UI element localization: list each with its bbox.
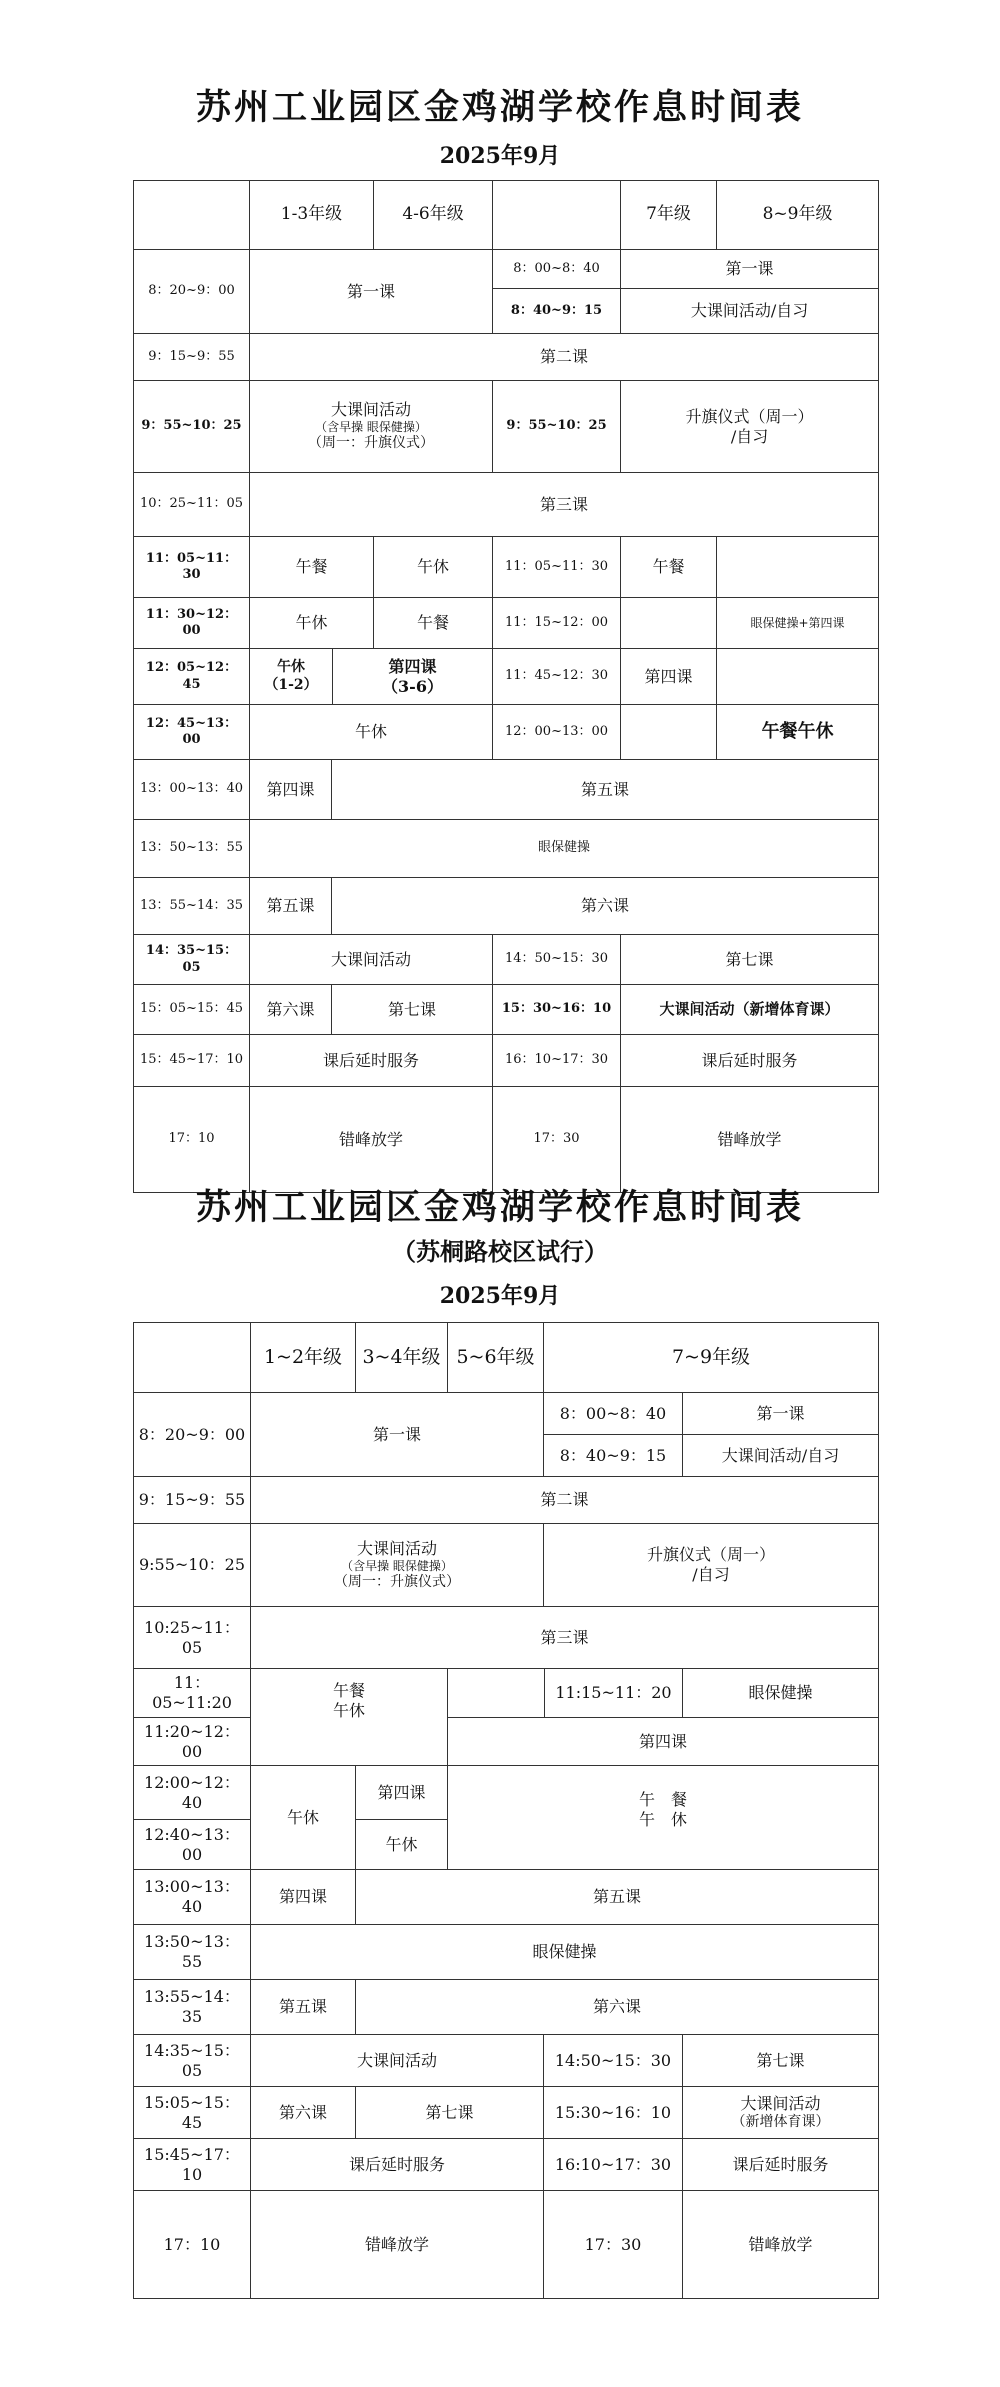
- time-cell: 8：20~9：00: [134, 250, 250, 334]
- activity-grade-4-6: 第七课: [332, 985, 493, 1035]
- activity-cell-rest: 第五课: [356, 1870, 879, 1925]
- activity-line: （含早操 眼保健操）: [315, 420, 427, 435]
- time-cell-7: 8：40~9：15: [544, 1435, 683, 1477]
- header-grade-3-4: 3~4年级: [356, 1323, 448, 1393]
- time-cell: 13：55~14：35: [134, 878, 250, 935]
- time-cell: 15:05~15：45: [134, 2087, 251, 2139]
- activity-cell-all: 第二课: [251, 1477, 879, 1524]
- time-cell: 13：00~13：40: [134, 760, 250, 820]
- activity-grade-1-2: 第四课: [251, 1870, 356, 1925]
- activity-cell-7-9: 错峰放学: [683, 2191, 879, 2299]
- activity-grade-1-2: 第六课: [251, 2087, 356, 2139]
- doc2-subtitle: （苏桐路校区试行）: [392, 1237, 608, 1266]
- table-row: [134, 760, 879, 820]
- time-cell: 12:00~12：40: [134, 1766, 251, 1820]
- activity-line: （周一：升旗仪式）: [334, 1573, 460, 1590]
- activity-cell-1-6: 课后延时服务: [251, 2139, 544, 2191]
- activity-line: /自习: [730, 426, 769, 446]
- table-row: [134, 705, 879, 760]
- time-cell: 9：55~10：25: [134, 381, 250, 473]
- activity-line: 大课间活动: [356, 1538, 437, 1558]
- time-cell: 13:50~13：55: [134, 1925, 251, 1980]
- activity-grade-1-3: 第五课: [250, 878, 332, 935]
- table-row: [134, 1766, 879, 1820]
- activity-line: 大课间活动: [331, 400, 412, 420]
- activity-cell-all: 眼保健操: [251, 1925, 879, 1980]
- time-cell-7: 9：55~10：25: [493, 381, 621, 473]
- activity-grade-7: 第四课: [621, 649, 717, 705]
- time-cell: 13:55~14：35: [134, 1980, 251, 2035]
- time-cell-7: 8：40~9：15: [493, 289, 621, 334]
- time-cell-7: 16:10~17：30: [544, 2139, 683, 2191]
- activity-grade-8-9: [717, 649, 879, 705]
- table-row: [134, 878, 879, 935]
- time-cell-7: 11:15~11：20: [555, 1683, 672, 1702]
- activity-line: 午 餐: [639, 1790, 688, 1809]
- time-cell-7: 15:30~16：10: [544, 2087, 683, 2139]
- activity-line: （含早操 眼保健操）: [341, 1558, 453, 1573]
- time-cell: 13:00~13：40: [134, 1870, 251, 1925]
- schedule-table-main-campus-body: [133, 180, 879, 1193]
- time-cell: 10:25~11：05: [134, 1607, 251, 1669]
- corner-cell: [134, 181, 250, 250]
- table-row: [134, 1718, 879, 1766]
- table-row: [134, 181, 879, 250]
- time-cell: 9：15~9：55: [134, 334, 250, 381]
- table-row: [134, 935, 879, 985]
- activity-cell-7-9: 课后延时服务: [621, 1035, 879, 1087]
- activity-cell-all: 第三课: [250, 473, 879, 537]
- activity-cell-5-9: [448, 1766, 879, 1870]
- table-row: [134, 1980, 879, 2035]
- activity-grade-7: 午餐: [621, 537, 717, 598]
- activity-cell-7-9: 第一课: [683, 1393, 879, 1435]
- table-row: [134, 820, 879, 878]
- table-row: [134, 473, 879, 537]
- table-row: [134, 649, 879, 705]
- activity-cell-1-6: [250, 537, 493, 598]
- activity-cell-7-9: [544, 1524, 879, 1607]
- activity-cell-1-6: [251, 1524, 544, 1607]
- schedule-table-sutong-campus: [133, 1322, 879, 2299]
- activity-grade-1-3: 第四课: [250, 760, 332, 820]
- header-blank: [493, 181, 621, 250]
- activity-cell-rest: 第五课: [332, 760, 879, 820]
- table-row: [134, 1870, 879, 1925]
- activity-grade-1-2: 午休: [251, 1766, 356, 1870]
- activity-grade-3-4: 第四课: [356, 1766, 448, 1820]
- activity-cell-3-6: 第七课: [356, 2087, 544, 2139]
- table-row: [134, 1669, 879, 1718]
- header-grade-7: 7年级: [621, 181, 717, 250]
- activity-cell-1-6: 课后延时服务: [250, 1035, 493, 1087]
- activity-cell-5-6-and-time: [448, 1669, 683, 1718]
- activity-cell-all: 第三课: [251, 1607, 879, 1669]
- time-cell: 15:45~17：10: [134, 2139, 251, 2191]
- table-row: [134, 598, 879, 649]
- time-cell-7: 12：00~13：00: [493, 705, 621, 760]
- time-cell: 14：35~15：05: [134, 935, 250, 985]
- time-cell: 13：50~13：55: [134, 820, 250, 878]
- time-cell-7: 17：30: [544, 2191, 683, 2299]
- table-row: [134, 1925, 879, 1980]
- table-row: [134, 2087, 879, 2139]
- table-row: [134, 250, 879, 289]
- activity-cell-1-6: 错峰放学: [250, 1087, 493, 1193]
- activity-grade-1-3: 午休: [250, 598, 374, 648]
- activity-grade-5-6: [448, 1669, 545, 1717]
- table-row: [134, 334, 879, 381]
- table-row: [134, 1035, 879, 1087]
- corner-cell: [134, 1323, 251, 1393]
- time-cell-7: 15：30~16：10: [493, 985, 621, 1035]
- header-grades-1-6: [250, 181, 493, 250]
- table-row: [134, 1477, 879, 1524]
- activity-cell-rest: 第六课: [356, 1980, 879, 2035]
- activity-line: 午休: [277, 659, 305, 675]
- activity-line: 午休: [332, 1701, 365, 1720]
- activity-cell-7-9: [683, 2087, 879, 2139]
- table-row: [134, 1524, 879, 1607]
- time-cell: 9：15~9：55: [134, 1477, 251, 1524]
- activity-cell-7-9: 课后延时服务: [683, 2139, 879, 2191]
- header-grade-1-3: 1-3年级: [250, 181, 374, 249]
- time-cell: 15：45~17：10: [134, 1035, 250, 1087]
- activity-line: 午餐: [332, 1681, 365, 1700]
- activity-grade-8-9: 眼保健操+第四课: [717, 598, 879, 649]
- time-cell: 11：30~12：00: [134, 598, 250, 649]
- time-cell: 8：20~9：00: [134, 1393, 251, 1477]
- table-row: [134, 1607, 879, 1669]
- activity-cell-7-9: [621, 381, 879, 473]
- table-row: [134, 985, 879, 1035]
- activity-cell-1-4: [251, 1669, 448, 1766]
- activity-grade-1-3: 第六课: [250, 985, 332, 1035]
- activity-line: （3-6）: [382, 676, 443, 696]
- table-row: [134, 1087, 879, 1193]
- time-cell-7: 14:50~15：30: [544, 2035, 683, 2087]
- activity-cell-7-9: 第一课: [621, 250, 879, 289]
- time-cell-7: 8：00~8：40: [544, 1393, 683, 1435]
- activity-line: 大课间活动: [740, 2093, 821, 2113]
- activity-cell-1-6: 午休: [250, 705, 493, 760]
- doc1-title: 苏州工业园区金鸡湖学校作息时间表: [195, 87, 804, 128]
- activity-grade-4-6: 午餐: [417, 613, 450, 632]
- time-cell-7: 11：05~11：30: [493, 537, 621, 598]
- time-cell: 9:55~10：25: [134, 1524, 251, 1607]
- activity-line: （新增体育课）: [731, 2113, 830, 2130]
- table-row: [134, 537, 879, 598]
- activity-grade-1-2: [250, 649, 333, 704]
- time-cell: 11:20~12：00: [134, 1718, 251, 1766]
- time-cell: 10：25~11：05: [134, 473, 250, 537]
- table-row: [134, 2191, 879, 2299]
- time-cell-7: 11：45~12：30: [493, 649, 621, 705]
- table-row: [134, 2035, 879, 2087]
- table-row: [134, 1393, 879, 1435]
- activity-grade-1-2: 第五课: [251, 1980, 356, 2035]
- activity-cell: 第一课: [250, 250, 493, 334]
- activity-line: 升旗仪式（周一）: [647, 1545, 776, 1564]
- activity-cell-1-6: 大课间活动: [250, 935, 493, 985]
- activity-cell-all: 眼保健操: [250, 820, 879, 878]
- table-row: [134, 381, 879, 473]
- time-cell: 17：10: [134, 2191, 251, 2299]
- time-cell: 12：45~13：00: [134, 705, 250, 760]
- activity-cell-7-9: 大课间活动/自习: [683, 1435, 879, 1477]
- activity-cell-7-9: 第七课: [683, 2035, 879, 2087]
- activity-grade-7: [621, 705, 717, 760]
- activity-grade-3-6: [333, 649, 492, 704]
- activity-line: （周一：升旗仪式）: [308, 435, 434, 452]
- activity-cell-7-9: 眼保健操: [683, 1669, 879, 1718]
- time-cell: 11：05~11：30: [134, 537, 250, 598]
- time-cell-7: 11：15~12：00: [493, 598, 621, 649]
- time-cell: 15：05~15：45: [134, 985, 250, 1035]
- time-cell: 17：10: [134, 1087, 250, 1193]
- header-grade-4-6: 4-6年级: [402, 204, 464, 225]
- activity-cell-7-9: 第七课: [621, 935, 879, 985]
- activity-line: （1-2）: [264, 676, 318, 693]
- activity-cell-rest: 第六课: [332, 878, 879, 935]
- activity-grade-7: [621, 598, 717, 649]
- time-cell: 12:40~13：00: [134, 1820, 251, 1870]
- time-cell: 11：05~11:20: [134, 1669, 251, 1718]
- activity-cell-1-6: 错峰放学: [251, 2191, 544, 2299]
- header-grade-5-6: 5~6年级: [448, 1323, 544, 1393]
- doc1-date: 2025年9月: [439, 143, 561, 169]
- activity-cell-1-6: 第一课: [251, 1393, 544, 1477]
- activity-line: 升旗仪式（周一）: [685, 406, 814, 426]
- time-cell-7: 14：50~15：30: [493, 935, 621, 985]
- activity-cell-rest: 第四课: [448, 1718, 879, 1766]
- activity-grade-8-9: 午餐午休: [717, 705, 879, 760]
- activity-grade-4-6: 午休: [417, 557, 450, 576]
- header-grade-1-2: 1~2年级: [251, 1323, 356, 1393]
- time-cell: 14:35~15：05: [134, 2035, 251, 2087]
- time-cell-7: 8：00~8：40: [493, 250, 621, 289]
- activity-cell-1-6: 大课间活动: [251, 2035, 544, 2087]
- header-grade-7-9: 7~9年级: [544, 1323, 879, 1393]
- activity-line: /自习: [692, 1565, 730, 1584]
- time-cell-7: 17：30: [493, 1087, 621, 1193]
- table-row: [134, 2139, 879, 2191]
- activity-cell-1-6: [250, 649, 493, 705]
- activity-cell-1-6: [250, 598, 493, 649]
- activity-grade-8-9: [717, 537, 879, 598]
- doc2-date: 2025年9月: [439, 1283, 561, 1309]
- activity-cell-7-9: 错峰放学: [621, 1087, 879, 1193]
- header-grade-8-9: 8~9年级: [717, 181, 879, 250]
- activity-cell-7-9: 大课间活动/自习: [621, 289, 879, 334]
- activity-line: 第四课: [388, 656, 437, 676]
- doc2-title: 苏州工业园区金鸡湖学校作息时间表: [195, 1187, 804, 1228]
- activity-grade-3-4: 午休: [356, 1820, 448, 1870]
- activity-grade-1-3: 午餐: [250, 537, 374, 597]
- activity-cell-7-9: 大课间活动（新增体育课）: [621, 985, 879, 1035]
- activity-cell-1-6: [250, 381, 493, 473]
- table-row: [134, 1323, 879, 1393]
- activity-line: 午 休: [639, 1810, 688, 1829]
- time-cell-7: 16：10~17：30: [493, 1035, 621, 1087]
- time-cell: 12：05~12：45: [134, 649, 250, 705]
- activity-cell-all: 第二课: [250, 334, 879, 381]
